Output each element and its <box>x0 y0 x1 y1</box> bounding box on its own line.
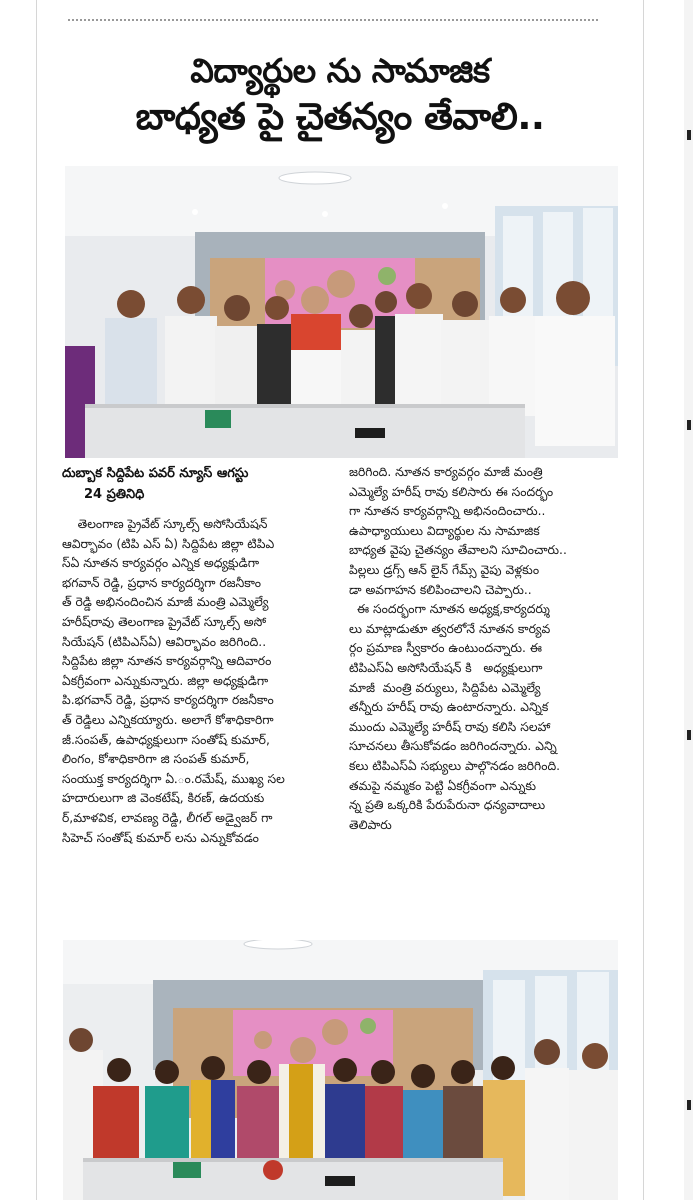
article-line: భగవాన్ రెడ్డి, ప్రధాన కార్యదర్శిగా రజనీకాం <box>62 575 262 590</box>
article-line: తెలంగాణ ప్రైవేట్ స్కూల్స్ అసోసియేషన్ <box>62 517 268 531</box>
column-rule-right <box>643 0 644 1200</box>
article-line: ఆవిర్భావం (టిపి ఎస్ ఏ) సిద్దిపేట జిల్లా టిపిఎ <box>62 536 275 551</box>
article-line: తమపై నమ్మకం పెట్టి ఏకగ్రీవంగా ఎన్నుకు <box>349 778 537 793</box>
article-photo-women-group <box>63 940 618 1200</box>
byline-line-2: 24 ప్రతినిధి <box>84 487 145 502</box>
article-line: పిల్లలు డ్రగ్స్ ఆన్ లైన్ గేమ్స్ వైపు వెళ్లకుం <box>349 562 540 577</box>
top-dotted-divider <box>68 19 598 21</box>
article-line: సంయుక్త కార్యదర్శిగా ఏ.ం.రమేష్, ముఖ్య సల <box>62 771 285 786</box>
article-line: సిహెచ్ సంతోష్ కుమార్ లను ఎన్నుకోవడం <box>62 830 259 845</box>
article-line: కలు టిపిఎస్ఏ సభ్యులు పాల్గొనడం జరిగింది. <box>349 758 561 773</box>
article-line: లింగం, కోశాధికారిగా జి సంపత్ కుమార్, <box>62 752 250 767</box>
article-line: సూచనలు తీసుకోవడం జరిగిందన్నారు. ఎన్ని <box>349 739 557 754</box>
byline-line-1: దుబ్బాక సిద్దిపేట పవర్ న్యూస్ ఆగస్టు <box>62 466 249 481</box>
article-line: జీ.సంపత్, ఉపాధ్యక్షులుగా సంతోష్ కుమార్, <box>62 732 270 747</box>
column-rule-left <box>36 0 37 1200</box>
article-line: జరిగింది. నూతన కార్యవర్గం మాజీ మంత్రి <box>349 465 543 479</box>
article-line: ఉపాధ్యాయులు విద్యార్థుల ను సామాజిక <box>349 523 540 538</box>
article-line: ముందు ఎమ్మెల్యే హరీష్ రావు కలిసి సలహా <box>349 719 551 734</box>
article-line: హరీష్‌రావు తెలంగాణ ప్రైవేట్ స్కూల్స్ అసో <box>62 614 267 629</box>
article-line: ఎమ్మెల్యే హరీష్ రావు కలిసారు ఈ సందర్భం <box>349 484 554 499</box>
article-line: స్ఏ నూతన కార్యవర్గం ఎన్నిక అధ్యక్షుడిగా <box>62 556 260 571</box>
article-line: హదారులుగా జి వెంకటేష్, కిరణ్, ఉదయకు <box>62 791 265 806</box>
article-line: బాధ్యత వైపు చైతన్యం తేవాలని సూచించారు.. <box>349 543 567 558</box>
article-column-left <box>62 515 334 848</box>
article-line: టిపిఎస్ఏ అసోసియేషన్ కి అధ్యక్షులుగా <box>349 660 543 675</box>
article-line: ఏకగ్రీవంగా ఎన్నుకున్నారు. జిల్లా అధ్యక్షుడిగా <box>62 673 269 688</box>
article-line: ర్గం ప్రమాణ స్వీకారం ఉంటుందన్నారు. ఈ <box>349 641 543 656</box>
article-headline <box>40 50 640 141</box>
article-line: న్న ప్రతి ఒక్కరికి పేరుపేరునా ధన్యవాదాలు <box>349 798 546 813</box>
article-column-right <box>349 463 624 835</box>
article-line: తెలిపారు <box>349 817 392 832</box>
article-line: ఈ సందర్భంగా నూతన అధ్యక్ష,కార్యదర్శు <box>349 602 550 617</box>
article-line: లు మాట్లాడుతూ త్వరలోనే నూతన కార్యవ <box>349 621 551 636</box>
headline-line-1: విద్యార్థుల ను సామాజిక <box>190 51 490 90</box>
article-line: త్ రెడ్డిలు ఎన్నికయ్యారు. అలాగే కోశాధికారిగా <box>62 712 274 727</box>
headline-line-2: బాధ్యత పై చైతన్యం తేవాలి.. <box>135 94 545 138</box>
article-line: తన్నీరు హరీష్ రావు ఉంటారన్నారు. ఎన్నిక <box>349 700 549 715</box>
article-line: సియేషన్ (టిపిఎస్ఏ) ఆవిర్భావం జరిగింది.. <box>62 634 267 649</box>
article-byline <box>62 463 342 505</box>
article-line: సిద్దిపేట జిల్లా నూతన కార్యవర్గాన్ని ఆదివారం <box>62 654 272 669</box>
article-photo-men-group <box>65 166 618 458</box>
adjacent-page-edge <box>684 0 693 1200</box>
article-line: గా నూతన కార్యవర్గాన్ని అభినందించారు.. <box>349 504 546 519</box>
article-line: డా అవగాహన కలిపించాలని చెప్పారు.. <box>349 582 532 597</box>
article-line: ర్,మాళవిక, లావణ్య రెడ్డి, లీగల్ అడ్వైజర్ గా <box>62 810 273 825</box>
article-line: త్ రెడ్డి అభినందించిన మాజీ మంత్రి ఎమ్మెల్యే <box>62 595 269 610</box>
article-line: మాజీ మంత్రి వర్యులు, సిద్దిపేట ఎమ్మెల్యే <box>349 680 541 695</box>
article-line: పి.భగవాన్ రెడ్డి, ప్రధాన కార్యదర్శిగా రజనీకాం <box>62 693 274 708</box>
